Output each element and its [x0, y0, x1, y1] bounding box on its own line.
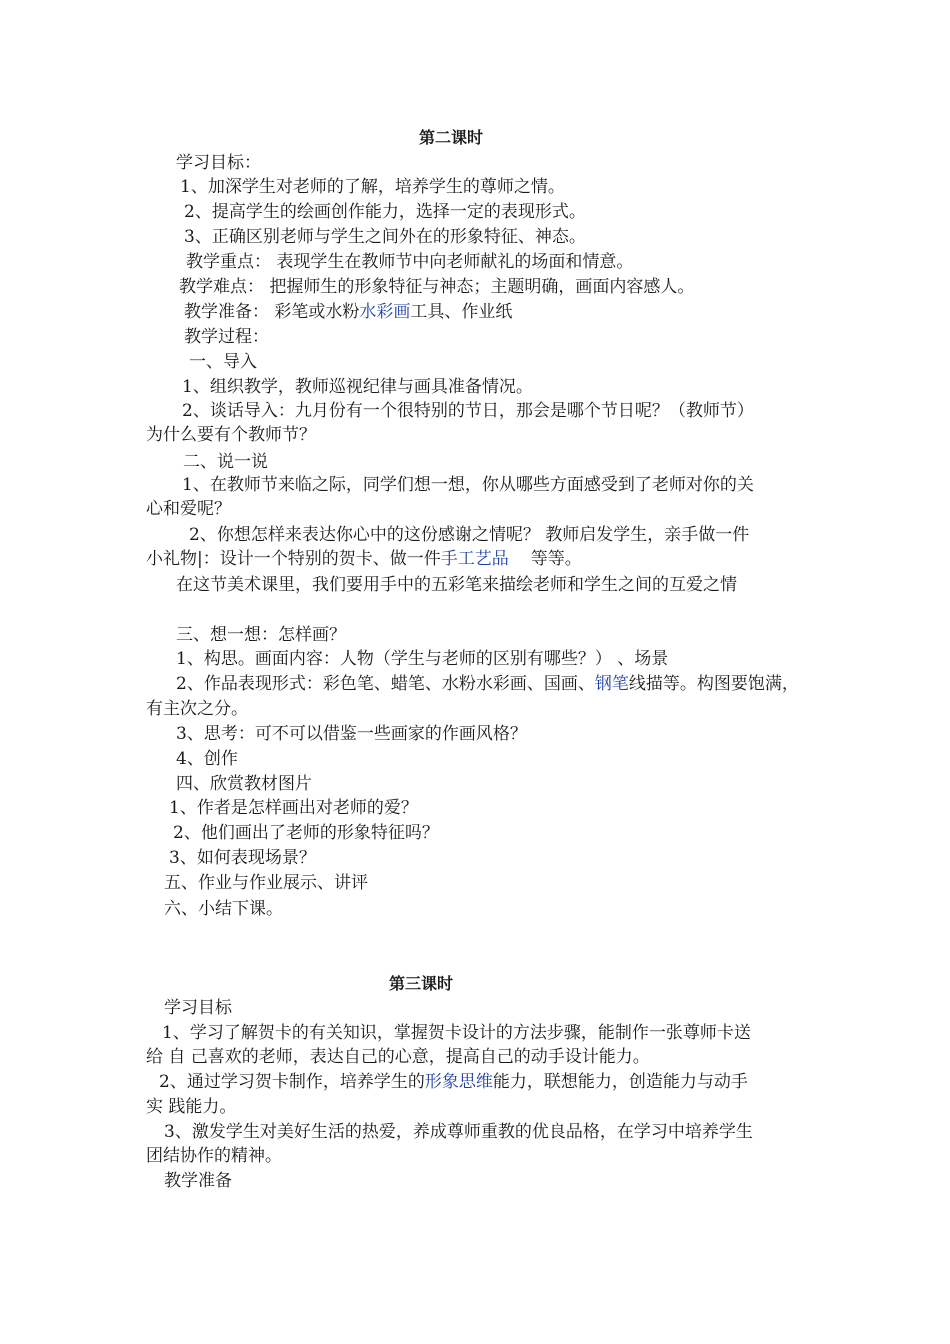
section-4-item-2: 2、他们画出了老师的形象特征吗？	[173, 823, 439, 843]
section-1-item-1: 1、组织教学，教师巡视纪律与画具准备情况。	[182, 377, 533, 397]
section-2-item-2-line-1: 2、你想怎样来表达你心中的这份感谢之情呢？ 教师启发学生，亲手做一件	[189, 525, 750, 545]
section-1-item-2-line-2: 为什么要有个教师节？	[146, 425, 316, 445]
pen-link[interactable]: 钢笔	[594, 674, 629, 694]
section-1-item-2-line-1: 2、谈话导入：九月份有一个很特别的节日，那会是哪个节日呢？（教师节）	[182, 401, 754, 421]
goal2-text-before: 2、通过学习贺卡制作，培养学生的	[159, 1072, 425, 1092]
section-6-title: 六、小结下课。	[164, 899, 283, 919]
lesson3-preparation: 教学准备	[164, 1171, 232, 1191]
lesson3-goal-2-line-2: 实 践能力。	[146, 1097, 237, 1117]
section-2-item-1-line-1: 1、在教师节来临之际，同学们想一想，你从哪些方面感受到了老师对你的关	[182, 475, 754, 495]
lesson3-goal-2-line-1	[159, 1071, 748, 1093]
section-3-item-2-line-1	[176, 673, 799, 695]
lesson2-title: 第二课时	[419, 128, 484, 147]
section-3-title: 三、想一想：怎样画？	[176, 625, 346, 645]
section-4-title: 四、欣赏教材图片	[176, 774, 312, 794]
section-4-item-1: 1、作者是怎样画出对老师的爱？	[169, 798, 418, 818]
section-3-item-2-line-2: 有主次之分。	[146, 699, 248, 719]
lesson2-goal-2: 2、提高学生的绘画创作能力，选择一定的表现形式。	[184, 202, 586, 222]
lesson2-goal-1: 1、加深学生对老师的了解，培养学生的尊师之情。	[180, 177, 565, 197]
section-4-item-3: 3、如何表现场景？	[169, 848, 316, 868]
section-3-item-4: 4、创作	[176, 749, 238, 769]
forms-text-before: 2、作品表现形式：彩色笔、蜡笔、水粉水彩画、国画、	[176, 674, 595, 694]
section-2-summary: 在这节美术课里，我们要用手中的五彩笔来描绘老师和学生之间的互爱之情	[176, 575, 737, 595]
lesson3-goal-3-line-2: 团结协作的精神。	[146, 1146, 282, 1166]
prep-text-before: 教学准备： 彩笔或水粉	[184, 302, 360, 322]
section-2-title: 二、说一说	[183, 452, 268, 472]
gift-text-after: 等等。	[530, 549, 582, 569]
lesson2-key-point: 教学重点： 表现学生在教师节中向老师献礼的场面和情意。	[186, 252, 634, 272]
lesson2-goal-3: 3、正确区别老师与学生之间外在的形象特征、神态。	[184, 227, 586, 247]
watercolor-link[interactable]: 水彩画	[359, 302, 411, 322]
image-thinking-link[interactable]: 形象思维	[424, 1072, 493, 1092]
section-3-item-3: 3、思考：可不可以借鉴一些画家的作画风格？	[176, 724, 527, 744]
lesson3-goal-1-line-2: 给 自 己喜欢的老师，表达自己的心意，提高自己的动手设计能力。	[146, 1047, 650, 1067]
lesson2-preparation	[184, 301, 512, 323]
goal2-text-after: 能力，联想能力，创造能力与动手	[492, 1072, 748, 1092]
lesson3-title: 第三课时	[389, 974, 454, 993]
section-2-item-2-line-2	[146, 548, 582, 570]
lesson3-goal-3-line-1: 3、激发学生对美好生活的热爱，养成尊师重教的优良品格，在学习中培养学生	[164, 1122, 753, 1142]
prep-text-after: 工具、作业纸	[410, 302, 513, 322]
section-1-title: 一、导入	[189, 352, 257, 372]
gift-text-before: 小礼物|：设计一个特别的贺卡、做一件	[146, 549, 441, 569]
forms-text-after: 线描等。构图要饱满，	[628, 674, 799, 694]
section-3-item-1: 1、构思。画面内容：人物（学生与老师的区别有哪些？） 、场景	[176, 649, 669, 669]
section-2-item-1-line-2: 心和爱呢？	[146, 499, 231, 519]
section-5-title: 五、作业与作业展示、讲评	[164, 873, 368, 893]
lesson3-goal-1-line-1: 1、学习了解贺卡的有关知识，掌握贺卡设计的方法步骤，能制作一张尊师卡送	[162, 1023, 751, 1043]
lesson2-difficulty: 教学难点： 把握师生的形象特征与神态；主题明确，画面内容感人。	[179, 277, 695, 297]
lesson3-goals-heading: 学习目标	[164, 998, 232, 1018]
lesson2-process-heading: 教学过程：	[184, 327, 269, 347]
lesson2-goals-heading: 学习目标：	[176, 153, 261, 173]
handicraft-link[interactable]: 手工艺品	[440, 549, 509, 569]
